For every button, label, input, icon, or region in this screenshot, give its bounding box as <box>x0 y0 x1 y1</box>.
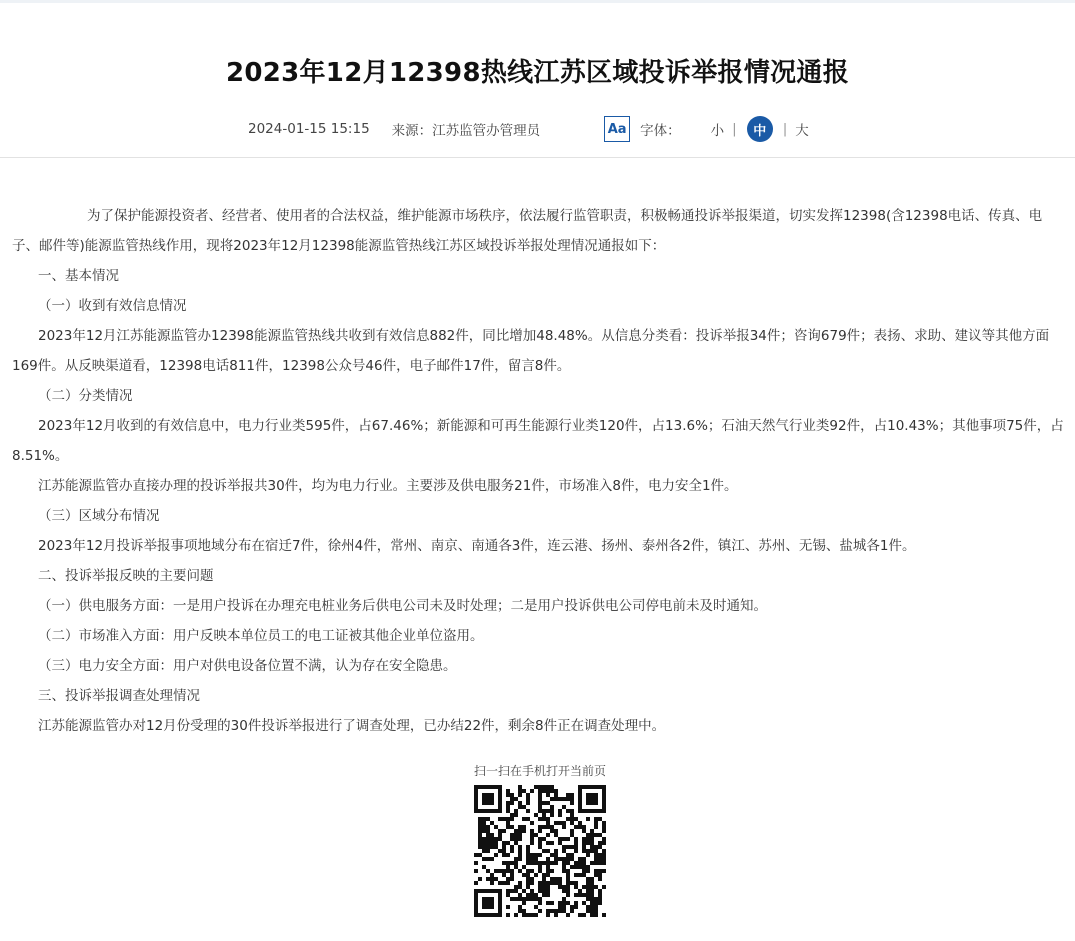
article-source: 来源：江苏监管办管理员 <box>391 123 541 139</box>
article-body <box>12 201 1066 741</box>
article-meta <box>248 114 809 144</box>
header-divider <box>0 157 1075 158</box>
font-size-small-button[interactable]: 小 <box>710 123 725 139</box>
font-size-separator: | <box>782 121 788 137</box>
section-heading-1: 一、基本情况 <box>38 268 119 284</box>
paragraph-market-access: （二）市场准入方面：用户反映本单位员工的电工证被其他企业单位盗用。 <box>38 628 484 644</box>
paragraph-investigation: 江苏能源监管办对12月份受理的30件投诉举报进行了调查处理，已办结22件，剩余8件正在调查处理中。 <box>38 718 666 734</box>
font-size-large-button[interactable]: 大 <box>795 123 809 139</box>
subsection-heading-1-3: （三）区域分布情况 <box>38 508 160 524</box>
subsection-heading-1-2: （二）分类情况 <box>38 388 133 404</box>
paragraph-classification: 2023年12月收到的有效信息中，电力行业类595件，占67.46%；新能源和可再生能源行业类120件，占13.6%；石油天然气行业类92件，占10.43%；其他事项75件，占8.51%。 <box>12 418 1064 464</box>
publish-date: 2024-01-15 15:15 <box>248 121 370 137</box>
intro-paragraph: 为了保护能源投资者、经营者、使用者的合法权益，维护能源市场秩序，依法履行监管职责，积极畅通投诉举报渠道，切实发挥12398(含12398电话、传真、电子、邮件等)能源监管热线作用，现将2023年12月12398能源监管热线江苏区域投诉举报处理情况通报如下： <box>12 208 1043 254</box>
paragraph-direct-handling: 江苏能源监管办直接办理的投诉举报共30件，均为电力行业。主要涉及供电服务21件，市场准入8件，电力安全1件。 <box>38 478 738 494</box>
qr-section <box>440 763 640 917</box>
top-strip <box>0 0 1075 3</box>
font-size-label: 字体： <box>640 123 681 139</box>
qr-caption: 扫一扫在手机打开当前页 <box>473 764 606 778</box>
qr-code-icon <box>474 785 606 917</box>
paragraph-regional: 2023年12月投诉举报事项地域分布在宿迁7件，徐州4件，常州、南京、南通各3件，连云港、扬州、泰州各2件，镇江、苏州、无锡、盐城各1件。 <box>38 538 916 554</box>
section-heading-3: 三、投诉举报调查处理情况 <box>38 688 200 704</box>
paragraph-supply-service: （一）供电服务方面：一是用户投诉在办理充电桩业务后供电公司未及时处理；二是用户投诉供电公司停电前未及时通知。 <box>38 598 767 614</box>
font-size-medium-button[interactable]: 中 <box>747 116 773 142</box>
paragraph-power-safety: （三）电力安全方面：用户对供电设备位置不满，认为存在安全隐患。 <box>38 658 457 674</box>
subsection-heading-1-1: （一）收到有效信息情况 <box>38 298 187 314</box>
page-title: 2023年12月12398热线江苏区域投诉举报情况通报 <box>225 58 850 88</box>
section-heading-2: 二、投诉举报反映的主要问题 <box>38 568 214 584</box>
paragraph-effective-info: 2023年12月江苏能源监管办12398能源监管热线共收到有效信息882件，同比增加48.48%。从信息分类看：投诉举报34件；咨询679件；表扬、求助、建议等其他方面169件。从反映渠道看，12398电话811件，12398公众号46件，电子邮件17件，留言8件。 <box>12 328 1050 374</box>
font-size-separator: | <box>732 121 737 137</box>
font-size-icon: Aa <box>604 116 630 142</box>
